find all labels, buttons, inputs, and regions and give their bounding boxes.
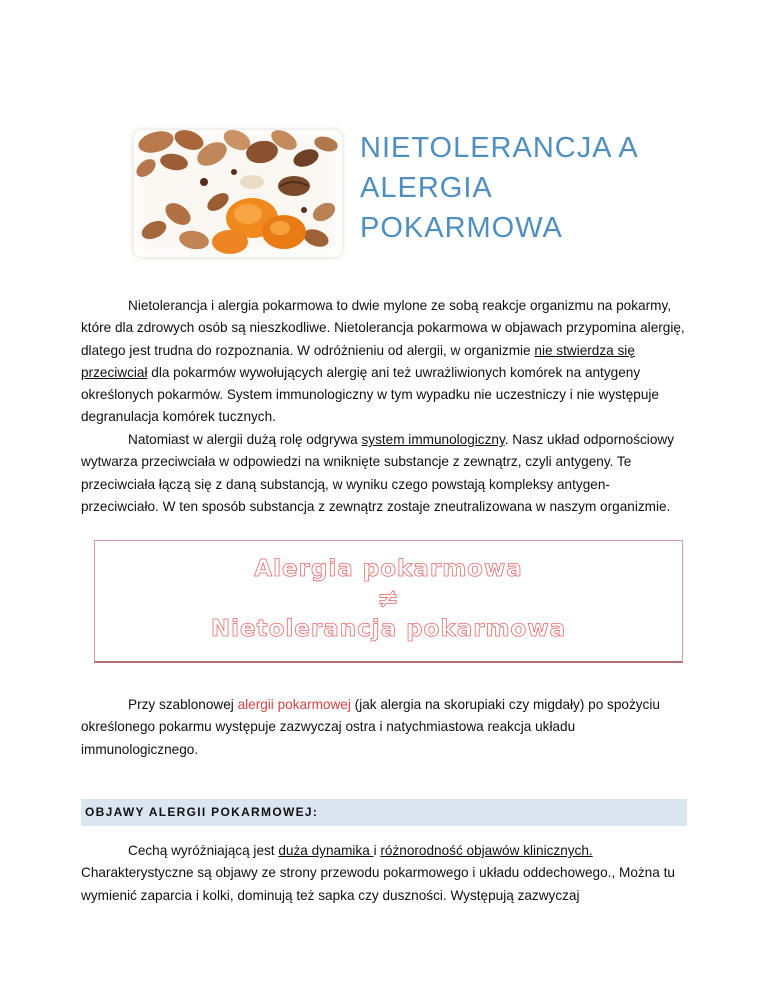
section-heading-symptoms: OBJAWY ALERGII POKARMOWEJ: (81, 799, 687, 826)
food-allergy-highlight: alergii pokarmowej (237, 697, 351, 712)
title-line-2: ALERGIA (360, 172, 493, 204)
typical-allergy-paragraph (81, 694, 687, 761)
paragraph-text: i (373, 843, 381, 858)
antibodies-link[interactable]: nie stwierdza się przeciwciał (81, 342, 635, 380)
paragraph-text: dla pokarmów wywołujących alergię ani też uwrażliwionych komórek na antygeny określonych pokarmów. System immunologiczny w tym wypadku nie uczestniczy i nie występuje degranulacja komórek tucznych. (81, 364, 659, 425)
symptoms-paragraph (81, 840, 687, 907)
paragraph-text: Natomiast w alergii dużą rolę odgrywa (128, 432, 362, 447)
comparison-callout (94, 540, 683, 663)
diversity-link[interactable]: różnorodność objawów klinicznych. (380, 843, 593, 858)
title-line-3: POKARMOWA (360, 212, 563, 244)
paragraph-text: Charakterystyczne są objawy ze strony przewodu pokarmowego i układu oddechowego., Można tu wymienić zaparcia i kolki, dominują też sapka czy duszności. Występują zazwyczaj (81, 865, 675, 903)
title-line-1: NIETOLERANCJA A (360, 132, 639, 164)
immune-system-link[interactable]: system immunologiczny (361, 432, 505, 447)
dynamics-link[interactable]: duża dynamika (278, 843, 374, 858)
paragraph-text: Nietolerancja i alergia pokarmowa to dwie mylone ze sobą reakcje organizmu na pokarmy, które dla zdrowych osób są nieszkodliwe. Nietolerancja pokarmowa w objawach przypomina alergię, dlatego jest trudna do rozpoznania. W odróżnieniu od alergii, w organizmie (81, 298, 685, 358)
paragraph-text: Cechą wyróżniającą jest (128, 843, 279, 858)
callout-intolerance: Nietolerancja pokarmowa (210, 616, 567, 642)
paragraph-text: . Nasz układ odpornościowy wytwarza przeciwciała w odpowiedzi na wniknięte substancje z zewnątrz, czyli antygeny. Te przeciwciała łączą się z daną substancją, w wyniku czego powstają kompleksy antygen-przeciwciało. W ten sposób substancja z zewnątrz zostaje zneutralizowana w naszym organizmie. (81, 432, 675, 514)
immune-paragraph (81, 429, 687, 518)
callout-allergy: Alergia pokarmowa (254, 556, 523, 582)
intro-paragraph (81, 295, 687, 429)
nuts-dried-apricots-photo (134, 130, 342, 257)
paragraph-text: Przy szablonowej (128, 697, 238, 712)
not-equal-sign: ≠ (377, 584, 400, 614)
page-title (360, 128, 680, 248)
paragraph-text: (jak alergia na skorupiaki czy migdały) po spożyciu określonego pokarmu występuje zazwyczaj ostra i natychmiastowa reakcja układu immunologicznego. (81, 697, 660, 757)
